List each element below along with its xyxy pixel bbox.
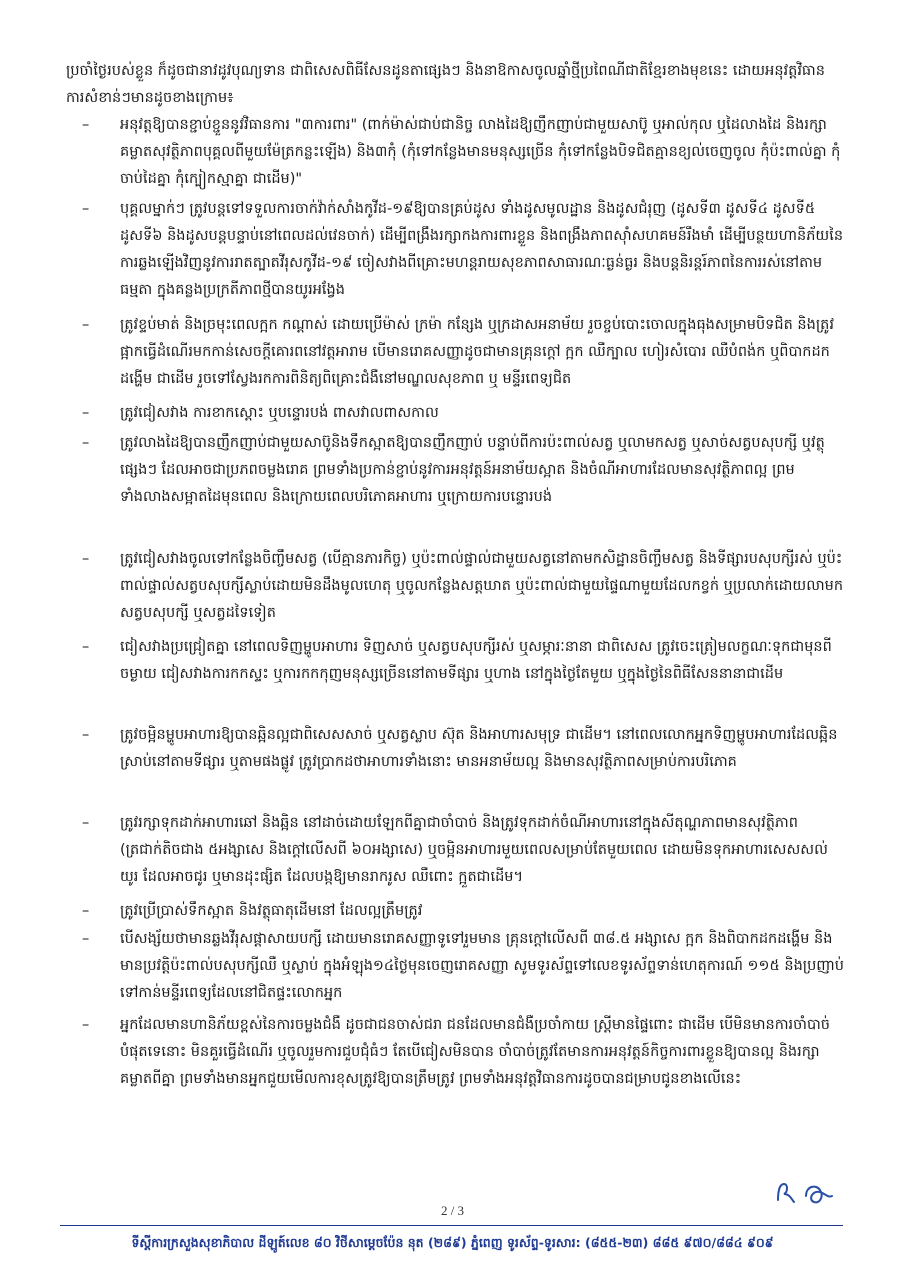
list-item	[74, 898, 844, 926]
list-item-text: ត្រូវជៀសវាងចូលទៅកន្លែងចិញ្ចឹមសត្វ (បើគ្មានភារកិច្ច) ឬប៉ះពាល់ផ្ទាល់ជាមួយសត្វនៅតាមកសិដ្ឋានចិញ្ចឹមសត្វ និងទីផ្សារបសុបក្សីរស់ ឬប៉ះពាល់ផ្ទាល់សត្វបសុបក្សីស្លាប់ដោយមិនដឹងមូលហេតុ ឬចូលកន្លែងសត្តឃាត ឬប៉ះពាល់ជាមួយផ្ទៃណាមួយដែលកខ្វក់ ឬប្រលាក់ដោយលាមកសត្វបសុបក្សី ឬសត្វដទៃទៀត	[120, 551, 844, 621]
bullet-dash: –	[82, 1017, 90, 1033]
bullet-dash: –	[82, 551, 90, 567]
list-item	[74, 196, 844, 312]
list-item	[74, 810, 844, 898]
intro-paragraph: ប្រចាំថ្ងៃរបស់ខ្លួន ក៏ដូចជានាវដូវបុណ្យទាន ជាពិសេសពិធីសែនដូនតាផ្សេងៗ និងនាឱកាសចូលឆ្នាំថ្មីប្រពៃណីជាតិខ្មែរខាងមុខនេះ ដោយអនុវត្តវិធានការសំខាន់ៗមានដូចខាងក្រោម៖	[66, 63, 825, 106]
bullet-dash: –	[82, 727, 90, 743]
measures-list	[74, 112, 844, 1128]
bullet-dash: –	[82, 815, 90, 831]
bullet-dash: –	[82, 903, 90, 919]
bullet-dash: –	[82, 639, 90, 655]
list-item-text: ត្រូវខ្ទប់មាត់ និងច្រមុះពេលក្អក កណ្តាស់ ដោយប្រើម៉ាស់ ក្រម៉ា កន្សែង ឬក្រដាសអនាម័យ រួចខ្ចប់បោះចោលក្នុងធុងសម្រាមបិទជិត និងត្រូវផ្អាកធ្វើដំណើរមកកាន់សេចក្តីគោរពនៅវត្តអារាម បើមានរោគសញ្ញាដូចជាមានគ្រុនក្តៅ ក្អក ឈឺក្បាល ហៀរសំបោរ ឈឺបំពង់ក ឬពិបាកដកដង្ហើម ជាដើម រួចទៅស្វែងរកការពិនិត្យពិគ្រោះជំងឺនៅមណ្ឌលសុខភាព ឬ មន្ទីរពេទ្យជិត	[120, 317, 834, 387]
list-item	[74, 400, 844, 430]
list-item-text: បុគ្គលម្នាក់ៗ ត្រូវបន្តទៅទទួលការចាក់វ៉ាក់សាំងកូវីដ-១៩ឱ្យបានគ្រប់ដូស ទាំងដូសមូលដ្ឋាន និងដូសជំរុញ (ដូសទី៣ ដូសទី៤ ដូសទី៥ ដូសទី៦ និងដូសបន្តបន្ទាប់នៅពេលដល់វេនចាក់) ដើម្បីពង្រឹងរក្សាកងការពារខ្លួន និងពង្រឹងភាពស៊ាំសហគមន៍រឹងមាំ ដើម្បីបន្ថយហានិភ័យនៃការឆ្លងឡើងវិញនូវការរាតត្បាតវីរុសកូវីដ-១៩ ចៀសវាងពីគ្រោះមហន្តរាយសុខភាពសាធារណៈធ្ងន់ធ្ងរ និងបន្តនិរន្តរ៍ភាពនៃការរស់នៅតាមធម្មតា ក្នុងគន្លងប្រក្រតីភាពថ្មីបានយូរអង្វែង	[120, 201, 844, 298]
list-item	[74, 430, 844, 546]
list-item	[74, 112, 844, 196]
list-item	[74, 722, 844, 810]
list-item-text: អ្នកដែលមានហានិភ័យខ្ពស់នៃការចម្លងជំងឺ ដូចជាជនចាស់ជរា ជនដែលមានជំងឺប្រចាំកាយ ស្ត្រីមានផ្ទៃពោះ ជាដើម បើមិនមានការចាំបាច់បំផុតទេនោះ មិនគួរធ្វើដំណើរ ឬចូលរួមការជួបជុំធំៗ តែបើជៀសមិនបាន ចាំបាច់ត្រូវតែមានការអនុវត្តន៍កិច្ចការពារខ្លួនឱ្យបានល្អ និងរក្សាគម្លាតពីគ្នា ព្រមទាំងមានអ្នកជួយមើលការខុសត្រូវឱ្យបានត្រឹមត្រូវ ព្រមទាំងអនុវត្តវិធានការដូចបានជម្រាបជូនខាងលើនេះ	[120, 1017, 830, 1087]
footer-divider	[60, 1225, 843, 1226]
list-item	[74, 546, 844, 634]
bullet-dash: –	[82, 317, 90, 333]
list-item	[74, 1012, 844, 1128]
bullet-dash: –	[82, 435, 90, 451]
list-item	[74, 312, 844, 400]
bullet-dash: –	[82, 405, 90, 421]
list-item-text: បើសង្ស័យថាមានឆ្លងវីរុសផ្ដាសាយបក្សី ដោយមានរោគសញ្ញាទូទៅរួមមាន គ្រុនក្ដៅលើសពី ៣៨.៥ អង្សាសេ ក្អក និងពិបាកដកដង្ហើម និងមានប្រវត្តិប៉ះពាល់បសុបក្សីឈឺ ឬស្លាប់ ក្នុងអំឡុង១៤ថ្ងៃមុនចេញរោគសញ្ញា សូមទូរស័ព្ទទៅលេខទូរស័ព្ទទាន់ហេតុការណ៍ ១១៥ និងប្រញាប់ទៅកាន់មន្ទីរពេទ្យដែលនៅជិតផ្ទះលោកអ្នក	[120, 931, 844, 1001]
list-item-text: ត្រូវរក្សាទុកដាក់អាហារឆៅ និងឆ្អិន នៅដាច់ដោយឡែកពីគ្នាជាចាំបាច់ និងត្រូវទុកដាក់ចំណីអាហារនៅក្នុងសីតុណ្ហភាពមានសុវត្ថិភាព (ត្រជាក់តិចជាង ៥អង្សាសេ និងក្ដៅលើសពី ៦០អង្សាសេ) ឬចម្អិនអាហារមួយពេលសម្រាប់តែមួយពេល ដោយមិនទុកអាហារសេសសល់យូរ ដែលអាចជូរ ឬមានដុះផ្សិត ដែលបង្កឱ្យមានរាករូស ឈឺពោះ ក្អួតជាដើម។	[120, 815, 828, 885]
bullet-dash: –	[82, 201, 90, 217]
list-item	[74, 634, 844, 722]
bullet-dash: –	[82, 117, 90, 133]
footer-address: ទីស្តីការក្រសួងសុខាភិបាល ដីឡូត៍លេខ ៨០ វិថីសាម្ដេចប៉ែន នុត (២៨៩) ភ្នំពេញ ទូរស័ព្ទ-ទូរសារ: (៨៥៥-២៣) ៨៨៥ ៩៧០/៨៨៤ ៩០៩	[131, 1235, 774, 1250]
list-item-text: ត្រូវប្រើប្រាស់ទឹកស្អាត និងវត្ថុធាតុដើមនៅ ដែលល្អត្រឹមត្រូវ	[120, 903, 423, 919]
list-item-text: អនុវត្តឱ្យបានខ្ជាប់ខ្ជួននូវវិធានការ "៣ការពារ" (ពាក់ម៉ាស់ជាប់ជានិច្ច លាងដៃឱ្យញឹកញាប់ជាមួយសាប៊ូ ឬអាល់កុល ឬដៃលាងដៃ និងរក្សាគម្លាតសុវត្ថិភាពបុគ្គលពីមួយម៉ែត្រកន្លះឡើង) និង៣កុំ (កុំទៅកន្លែងមានមនុស្សច្រើន កុំទៅកន្លែងបិទជិតគ្មានខ្យល់ចេញចូល កុំប៉ះពាល់គ្នា កុំចាប់ដៃគ្នា កុំក្បៀកស្មាគ្នា ជាដើម)"	[120, 117, 841, 187]
list-item-text: ជៀសវាងប្រជ្រៀតគ្នា នៅពេលទិញម្ហូបអាហារ ទិញសាច់ ឬសត្វបសុបក្សីរស់ ឬសម្ភារៈនានា ជាពិសេស ត្រូវចេះត្រៀមលក្ខណៈទុកជាមុនពីចម្ងាយ ជៀសវាងការកកស្ទះ ឬការកកកុញមនុស្សច្រើននៅតាមទីផ្សារ ឬហាង នៅក្នុងថ្ងៃតែមួយ ឬក្នុងថ្ងៃនៃពិធីសែននានាជាដើម	[120, 639, 832, 682]
list-item-text: ត្រូវលាងដៃឱ្យបានញឹកញាប់ជាមួយសាប៊ូនិងទឹកស្អាតឱ្យបានញឹកញាប់ បន្ទាប់ពីការប៉ះពាល់សត្វ ឬលាមកសត្វ ឬសាច់សត្វបសុបក្សី ឬវត្ថុផ្សេងៗ ដែលអាចជាប្រភពចម្លងរោគ ព្រមទាំងប្រកាន់ខ្ជាប់នូវការអនុវត្តន៍អនាម័យស្អាត និងចំណីអាហារដែលមានសុវត្ថិភាពល្អ ព្រមទាំងលាងសម្អាតដៃមុនពេល និងក្រោយពេលបរិភោគអាហារ ឬក្រោយការបន្ទោរបង់	[120, 435, 825, 505]
bullet-dash: –	[82, 931, 90, 947]
page-number: 2 / 3	[440, 1203, 465, 1218]
list-item	[74, 926, 844, 1012]
list-item-text: ត្រូវចម្អិនម្ហូបអាហារឱ្យបានឆ្អិនល្អជាពិសេសសាច់ ឬសត្វស្លាប ស៊ុត និងអាហារសមុទ្រ ជាដើម។ នៅពេលលោកអ្នកទិញម្ហូបអាហារដែលឆ្អិនស្រាប់នៅតាមទីផ្សារ ឬតាមផងផ្លូវ ត្រូវប្រាកដថាអាហារទាំងនោះ មានអនាម័យល្អ និងមានសុវត្ថិភាពសម្រាប់ការបរិភោគ	[120, 727, 838, 770]
list-item-text: ត្រូវជៀសវាង ការខាកស្ដោះ ឬបន្ទោរបង់ ពាសវាលពាសកាល	[120, 405, 439, 421]
